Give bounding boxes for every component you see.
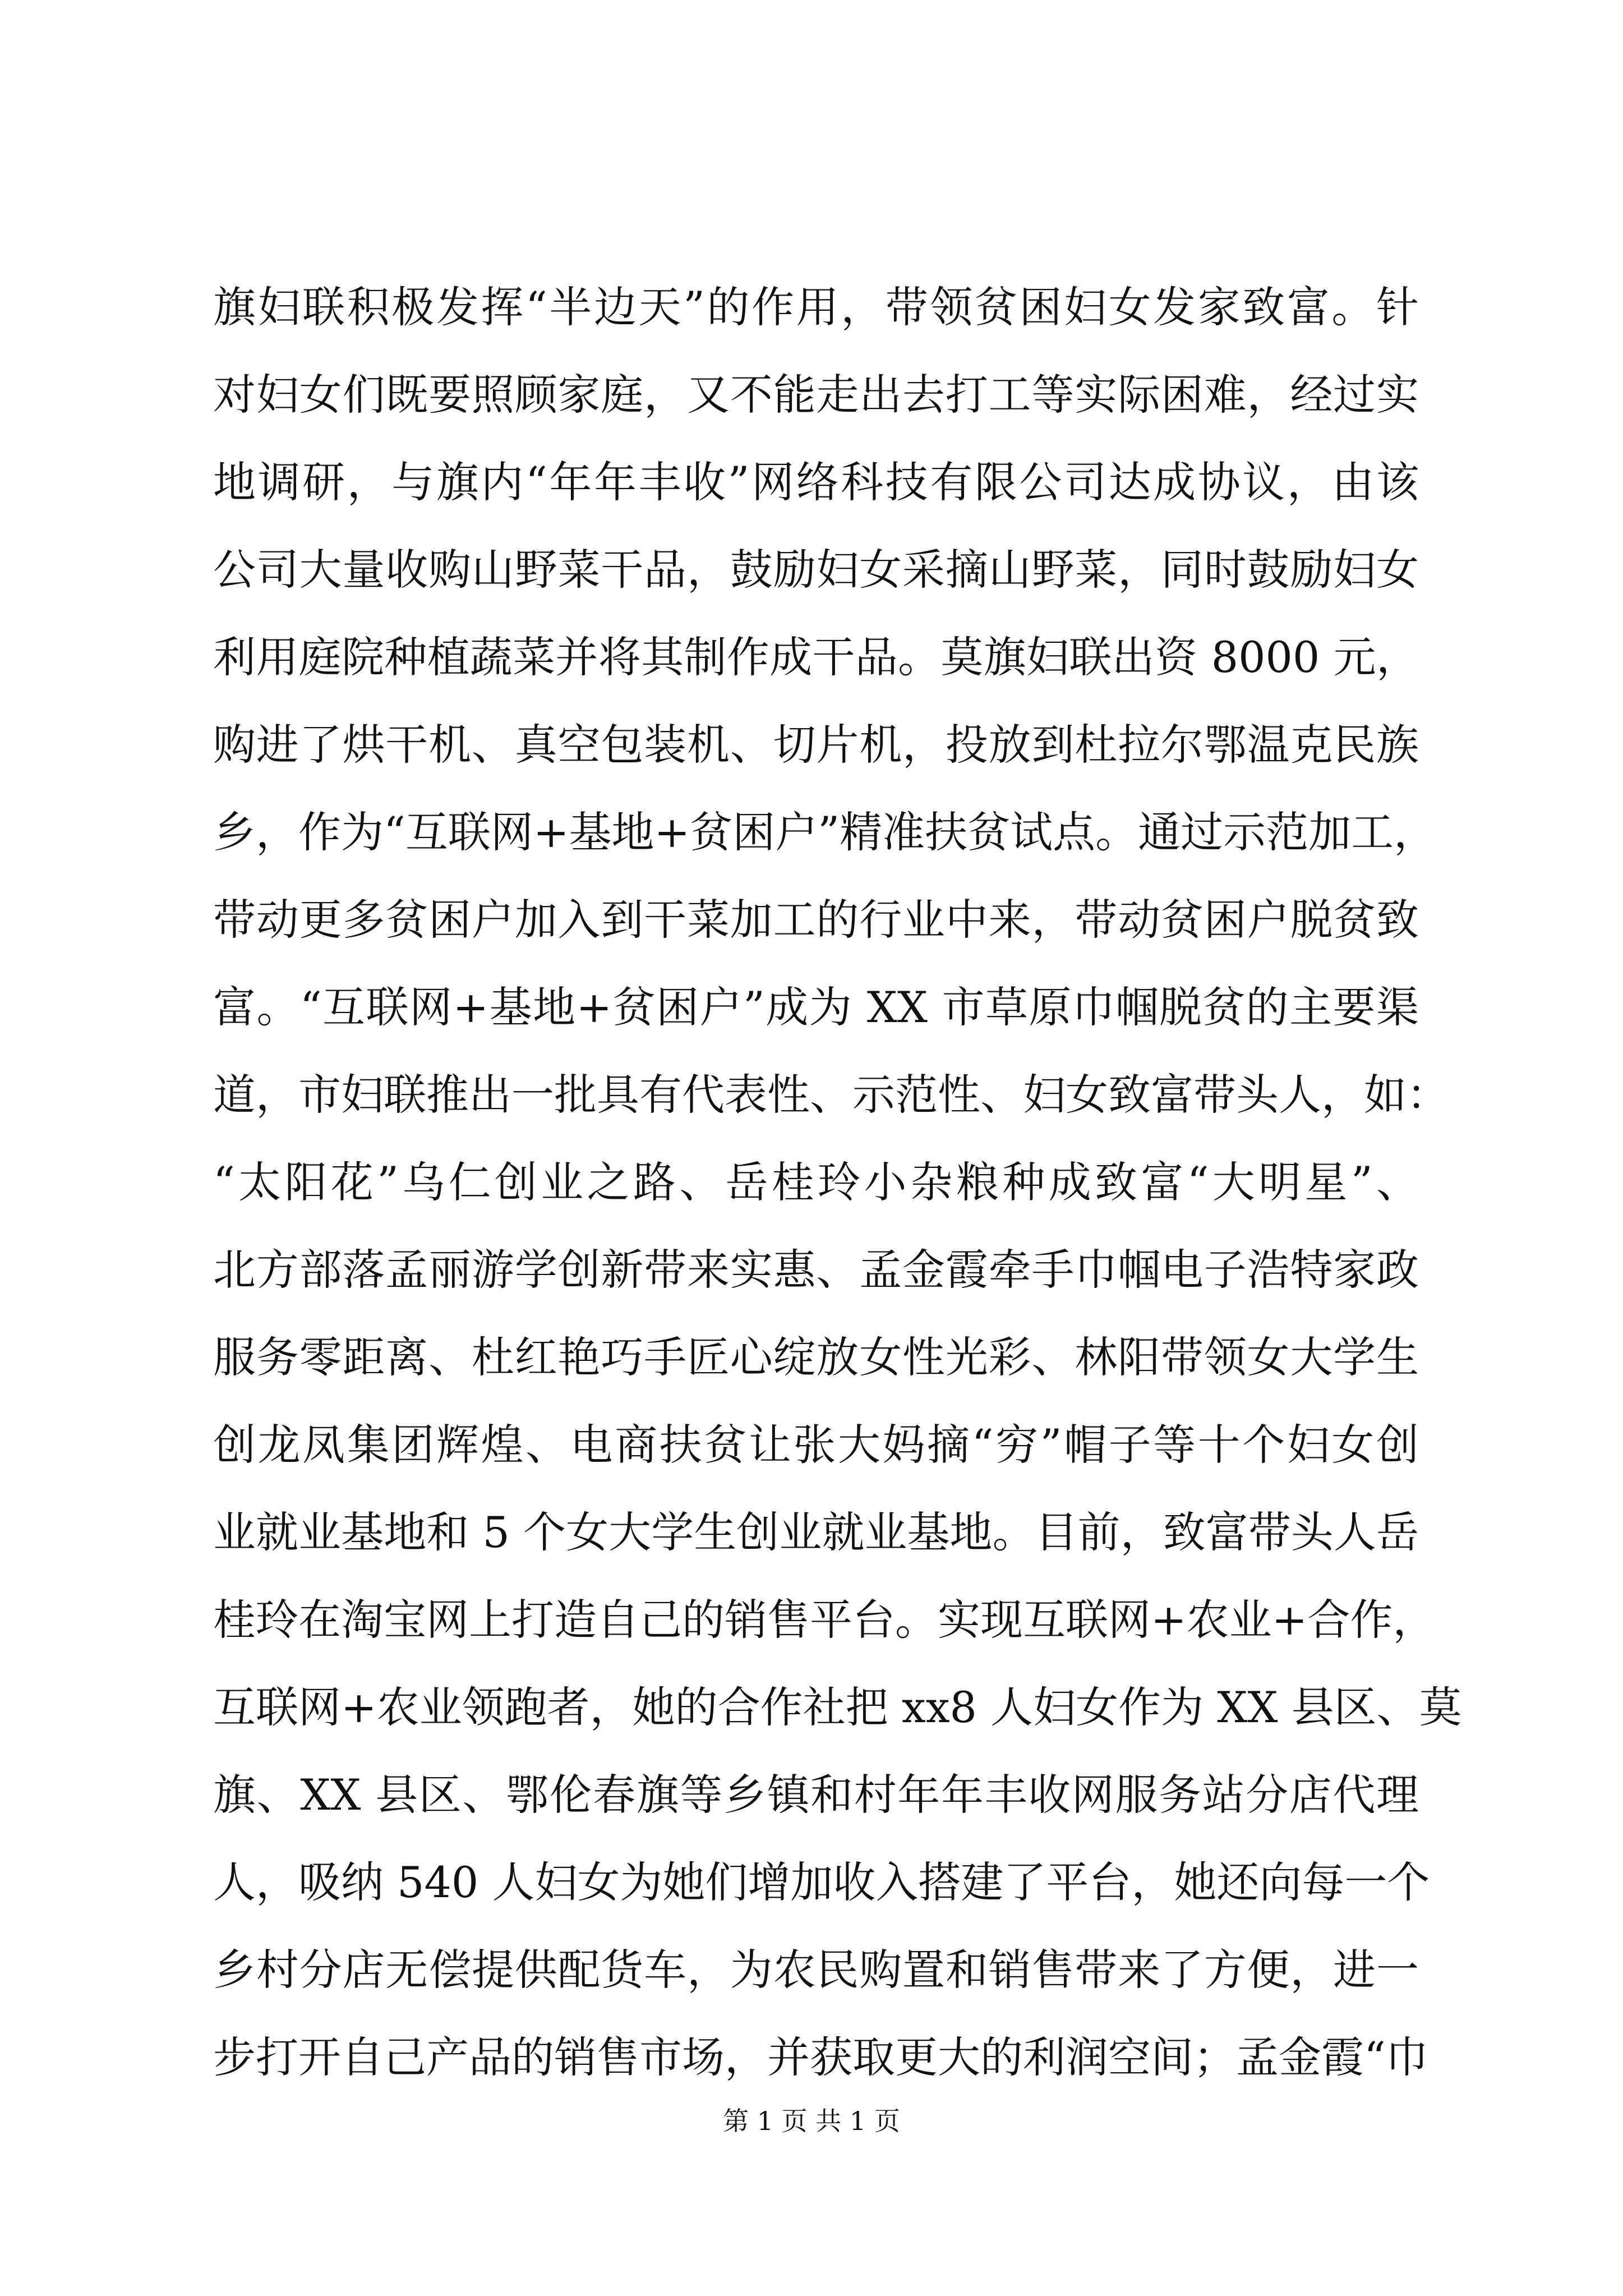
text-line: 对妇女们既要照顾家庭，又不能走出去打工等实际困难，经过实 — [213, 370, 1419, 420]
text-line: 富。“互联网+基地+贫困户”成为 XX 市草原巾帼脱贫的主要渠 — [213, 982, 1419, 1032]
text-line: 乡，作为“互联网+基地+贫困户”精准扶贫试点。通过示范加工， — [213, 807, 1437, 857]
text-line: 旗妇联积极发挥“半边天”的作用，带领贫困妇女发家致富。针 — [213, 282, 1419, 332]
text-line: 互联网+农业领跑者，她的合作社把 xx8 人妇女作为 XX 县区、莫 — [213, 1682, 1462, 1732]
text-line: 创龙凤集团辉煌、电商扶贫让张大妈摘“穷”帽子等十个妇女创 — [213, 1420, 1419, 1470]
page-number: 第 1 页 共 1 页 — [723, 2106, 900, 2136]
text-line: 步打开自己产品的销售市场，并获取更大的利润空间；孟金霞“巾 — [213, 2032, 1428, 2082]
text-line: 公司大量收购山野菜干品，鼓励妇女采摘山野菜，同时鼓励妇女 — [213, 545, 1419, 595]
text-line: 人，吸纳 540 人妇女为她们增加收入搭建了平台，她还向每一个 — [213, 1857, 1430, 1907]
text-line: 乡村分店无偿提供配货车，为农民购置和销售带来了方便，进一 — [213, 1945, 1419, 1995]
text-line: 购进了烘干机、真空包装机、切片机，投放到杜拉尔鄂温克民族 — [213, 720, 1419, 770]
text-line: 道，市妇联推出一批具有代表性、示范性、妇女致富带头人，如： — [213, 1070, 1449, 1120]
text-line: 北方部落孟丽游学创新带来实惠、孟金霞牵手巾帼电子浩特家政 — [213, 1245, 1419, 1295]
text-line: 服务零距离、杜红艳巧手匠心绽放女性光彩、林阳带领女大学生 — [213, 1332, 1419, 1382]
text-line: 地调研，与旗内“年年丰收”网络科技有限公司达成协议，由该 — [213, 457, 1419, 507]
text-line: “太阳花”乌仁创业之路、岳桂玲小杂粮种成致富“大明星”、 — [213, 1157, 1419, 1207]
text-line: 旗、XX 县区、鄂伦春旗等乡镇和村年年丰收网服务站分店代理 — [213, 1770, 1419, 1820]
page-footer — [0, 2101, 1623, 2138]
text-line: 利用庭院种植蔬菜并将其制作成干品。莫旗妇联出资 8000 元， — [213, 632, 1419, 682]
text-line: 业就业基地和 5 个女大学生创业就业基地。目前，致富带头人岳 — [213, 1507, 1419, 1557]
text-line: 带动更多贫困户加入到干菜加工的行业中来，带动贫困户脱贫致 — [213, 895, 1419, 945]
body-paragraph — [213, 264, 1462, 2101]
text-line: 桂玲在淘宝网上打造自己的销售平台。实现互联网+农业+合作， — [213, 1595, 1436, 1645]
